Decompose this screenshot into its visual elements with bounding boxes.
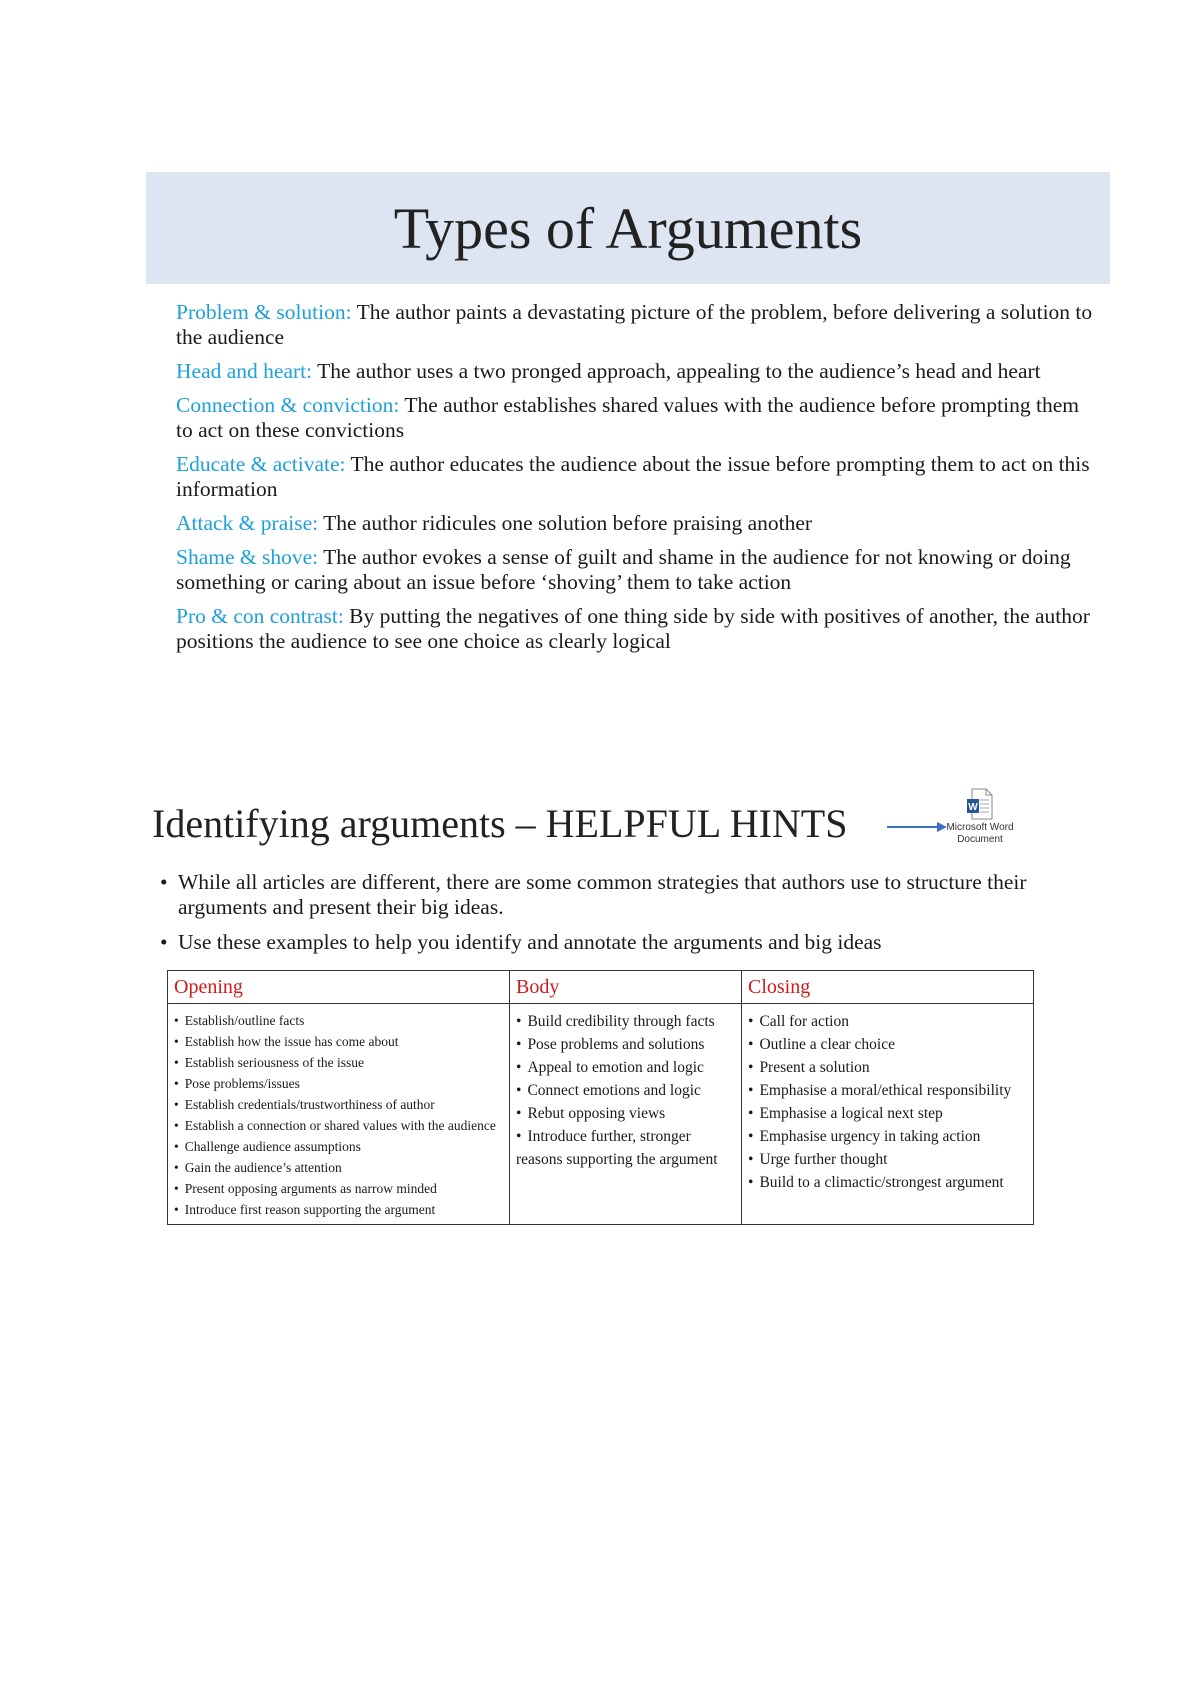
argument-description: The author ridicules one solution before praising another xyxy=(318,511,813,535)
opening-item: • Challenge audience assumptions xyxy=(174,1139,361,1154)
body-item: • Introduce further, stronger reasons supporting the argument xyxy=(516,1128,718,1168)
argument-description: The author evokes a sense of guilt and shame in the audience for not knowing or doing something or caring about an issue before ‘shoving’ them to take action xyxy=(176,545,1071,594)
table-header-closing: Closing xyxy=(742,971,1034,1004)
opening-item: • Establish a connection or shared values with the audience xyxy=(174,1118,496,1133)
word-document-attachment[interactable] xyxy=(935,788,1025,858)
argument-term: Pro & con contrast: xyxy=(176,604,344,628)
closing-item: • Emphasise a moral/ethical responsibility xyxy=(748,1082,1012,1099)
argument-term: Problem & solution: xyxy=(176,300,352,324)
argument-term: Shame & shove: xyxy=(176,545,319,569)
svg-text:W: W xyxy=(968,802,978,813)
closing-item: • Urge further thought xyxy=(748,1151,888,1168)
argument-term: Attack & praise: xyxy=(176,511,319,535)
table-header-opening: Opening xyxy=(168,971,510,1004)
attachment-caption-line1: Microsoft Word xyxy=(946,822,1014,833)
closing-cell xyxy=(742,1004,1034,1225)
argument-types-list xyxy=(176,300,1096,663)
opening-item: • Gain the audience’s attention xyxy=(174,1160,342,1175)
argument-term: Educate & activate: xyxy=(176,452,346,476)
hints-bullets xyxy=(160,870,1050,965)
argument-description: The author uses a two pronged approach, appealing to the audience’s head and heart xyxy=(312,359,1041,383)
closing-item: • Build to a climactic/strongest argument xyxy=(748,1174,1004,1191)
closing-item: • Emphasise urgency in taking action xyxy=(748,1128,981,1145)
argument-term: Head and heart: xyxy=(176,359,313,383)
body-item: • Build credibility through facts xyxy=(516,1013,715,1030)
body-cell xyxy=(510,1004,742,1225)
opening-item: • Establish how the issue has come about xyxy=(174,1034,399,1049)
argument-description: The author educates the audience about the issue before prompting them to act on this information xyxy=(176,452,1090,501)
hint-bullet: • Use these examples to help you identify and annotate the arguments and big ideas xyxy=(160,930,1050,955)
opening-cell xyxy=(168,1004,510,1225)
argument-description: The author establishes shared values with the audience before prompting them to act on these convictions xyxy=(176,393,1079,442)
closing-item: • Emphasise a logical next step xyxy=(748,1105,943,1122)
title-banner xyxy=(146,172,1110,284)
opening-item: • Pose problems/issues xyxy=(174,1076,300,1091)
argument-type xyxy=(176,393,1096,443)
word-document-icon xyxy=(966,788,994,820)
body-item: • Appeal to emotion and logic xyxy=(516,1059,704,1076)
closing-item: • Present a solution xyxy=(748,1059,870,1076)
body-item: • Connect emotions and logic xyxy=(516,1082,701,1099)
page-title: Types of Arguments xyxy=(393,195,863,261)
argument-term: Connection & conviction: xyxy=(176,393,400,417)
argument-type xyxy=(176,604,1096,654)
argument-type xyxy=(176,511,1096,536)
argument-type xyxy=(176,452,1096,502)
hint-bullet: • While all articles are different, there are some common strategies that authors use to structure their arguments and present their big ideas. xyxy=(160,870,1050,920)
hints-heading: Identifying arguments – HELPFUL HINTS xyxy=(152,801,848,846)
argument-type xyxy=(176,359,1096,384)
argument-description: By putting the negatives of one thing side by side with positives of another, the author positions the audience to see one choice as clearly logical xyxy=(176,604,1090,653)
argument-structure-table xyxy=(167,970,1034,1225)
opening-item: • Introduce first reason supporting the argument xyxy=(174,1202,436,1217)
opening-item: • Establish credentials/trustworthiness of author xyxy=(174,1097,435,1112)
body-item: • Rebut opposing views xyxy=(516,1105,666,1122)
attachment-caption-line2: Document xyxy=(957,834,1003,845)
closing-item: • Call for action xyxy=(748,1013,849,1030)
opening-item: • Establish/outline facts xyxy=(174,1013,305,1028)
closing-item: • Outline a clear choice xyxy=(748,1036,895,1053)
body-item: • Pose problems and solutions xyxy=(516,1036,705,1053)
argument-type xyxy=(176,300,1096,350)
table-header-body: Body xyxy=(510,971,742,1004)
opening-item: • Establish seriousness of the issue xyxy=(174,1055,364,1070)
opening-item: • Present opposing arguments as narrow minded xyxy=(174,1181,437,1196)
argument-description: The author paints a devastating picture of the problem, before delivering a solution to the audience xyxy=(176,300,1093,349)
argument-type xyxy=(176,545,1096,595)
